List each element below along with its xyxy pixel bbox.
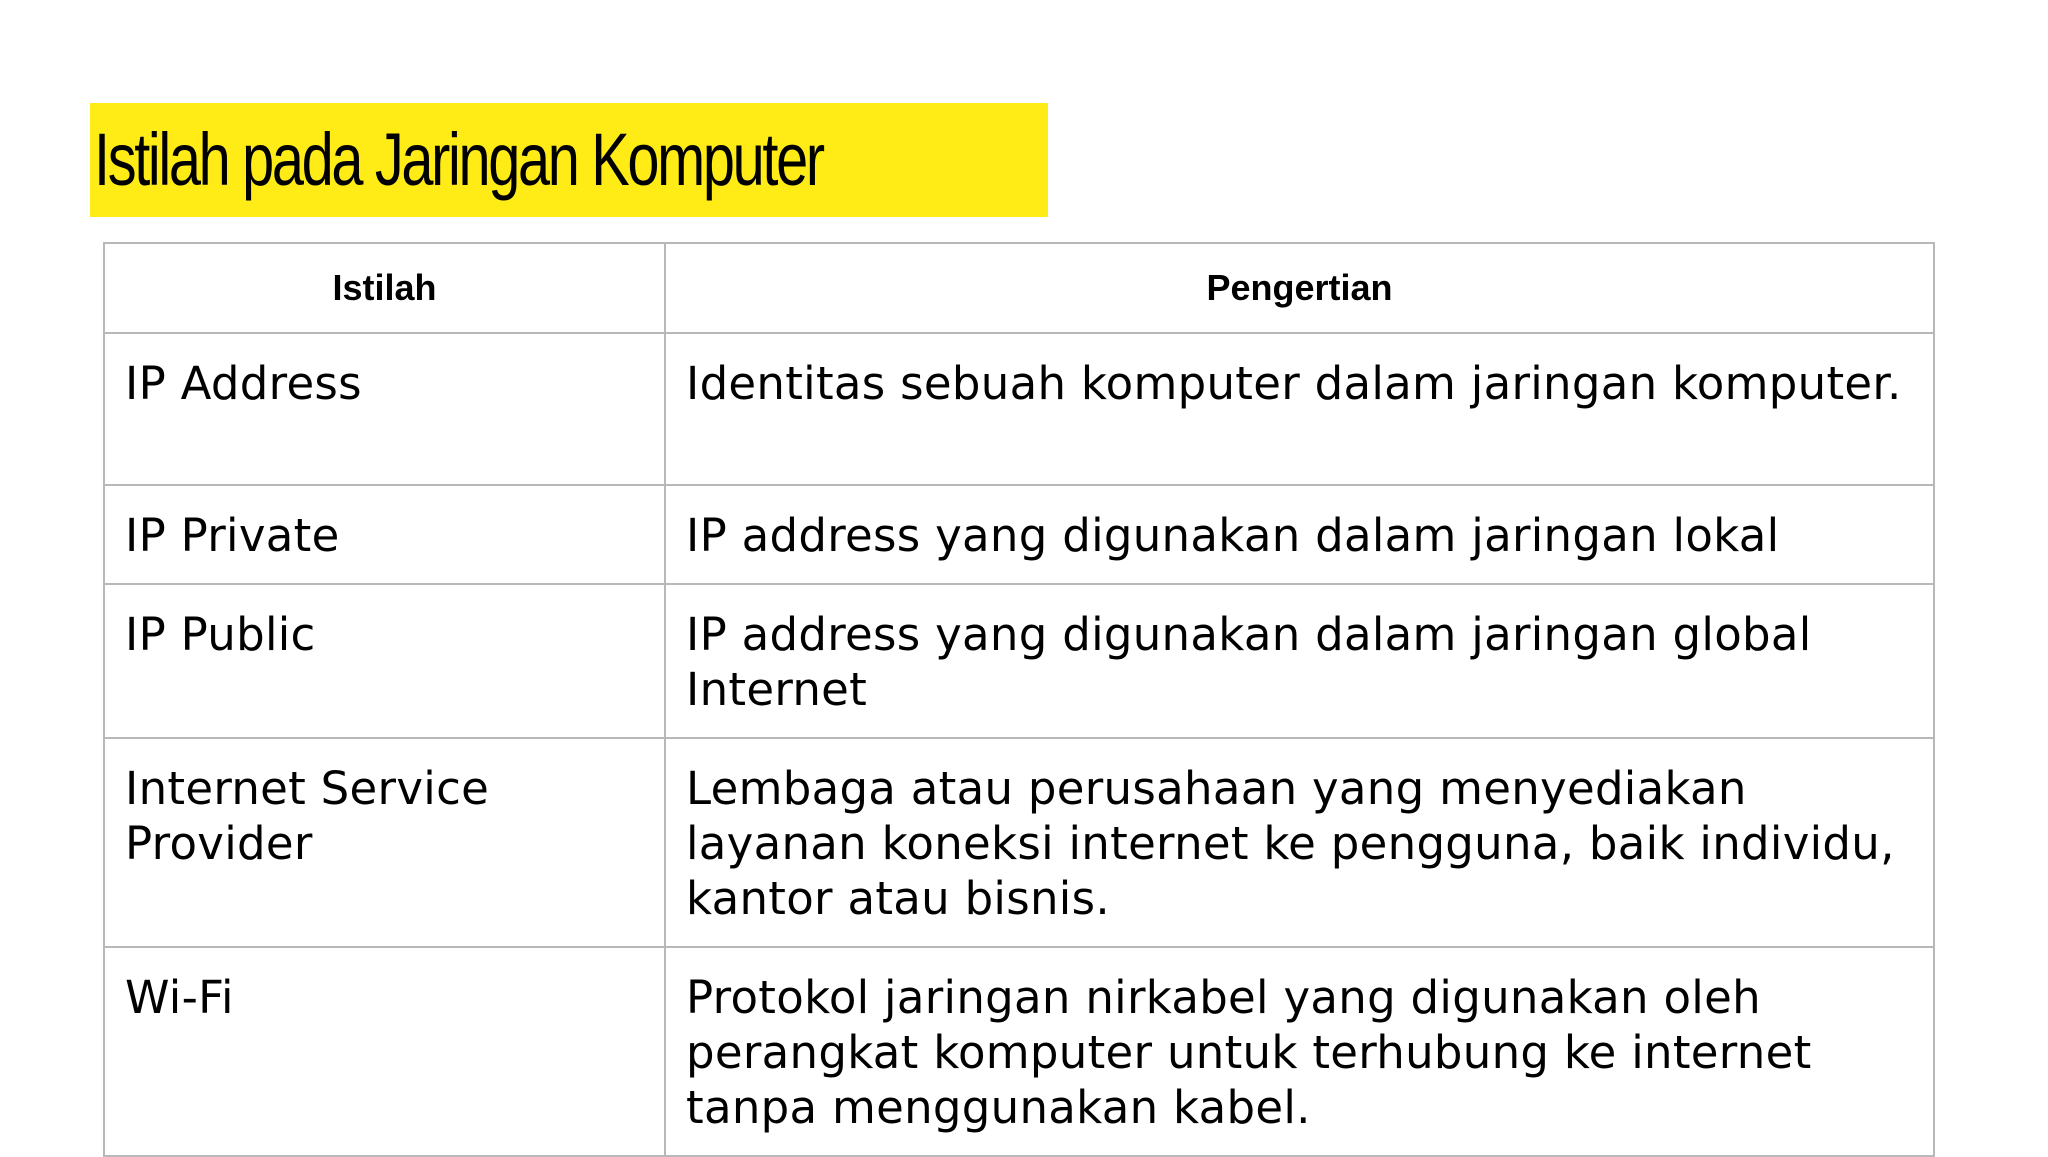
definition-cell: IP address yang digunakan dalam jaringan lokal xyxy=(665,485,1934,584)
table-row xyxy=(104,947,1934,1156)
table-row xyxy=(104,333,1934,485)
column-header-definition: Pengertian xyxy=(665,243,1934,333)
term-cell: IP Public xyxy=(104,584,665,738)
term-cell: IP Private xyxy=(104,485,665,584)
table-row xyxy=(104,738,1934,947)
table-row xyxy=(104,485,1934,584)
definition-cell: Lembaga atau perusahaan yang menyediakan layanan koneksi internet ke pengguna, baik individu, kantor atau bisnis. xyxy=(665,738,1934,947)
definition-cell: IP address yang digunakan dalam jaringan global Internet xyxy=(665,584,1934,738)
definition-cell: Identitas sebuah komputer dalam jaringan komputer. xyxy=(665,333,1934,485)
terms-table xyxy=(103,242,1935,1157)
term-cell: IP Address xyxy=(104,333,665,485)
table-header-row xyxy=(104,243,1934,333)
definition-cell: Protokol jaringan nirkabel yang digunakan oleh perangkat komputer untuk terhubung ke internet tanpa menggunakan kabel. xyxy=(665,947,1934,1156)
term-cell: Wi-Fi xyxy=(104,947,665,1156)
term-cell: Internet Service Provider xyxy=(104,738,665,947)
table-row xyxy=(104,584,1934,738)
title-highlight xyxy=(90,103,1048,217)
column-header-term: Istilah xyxy=(104,243,665,333)
slide-title: Istilah pada Jaringan Komputer xyxy=(94,118,823,201)
